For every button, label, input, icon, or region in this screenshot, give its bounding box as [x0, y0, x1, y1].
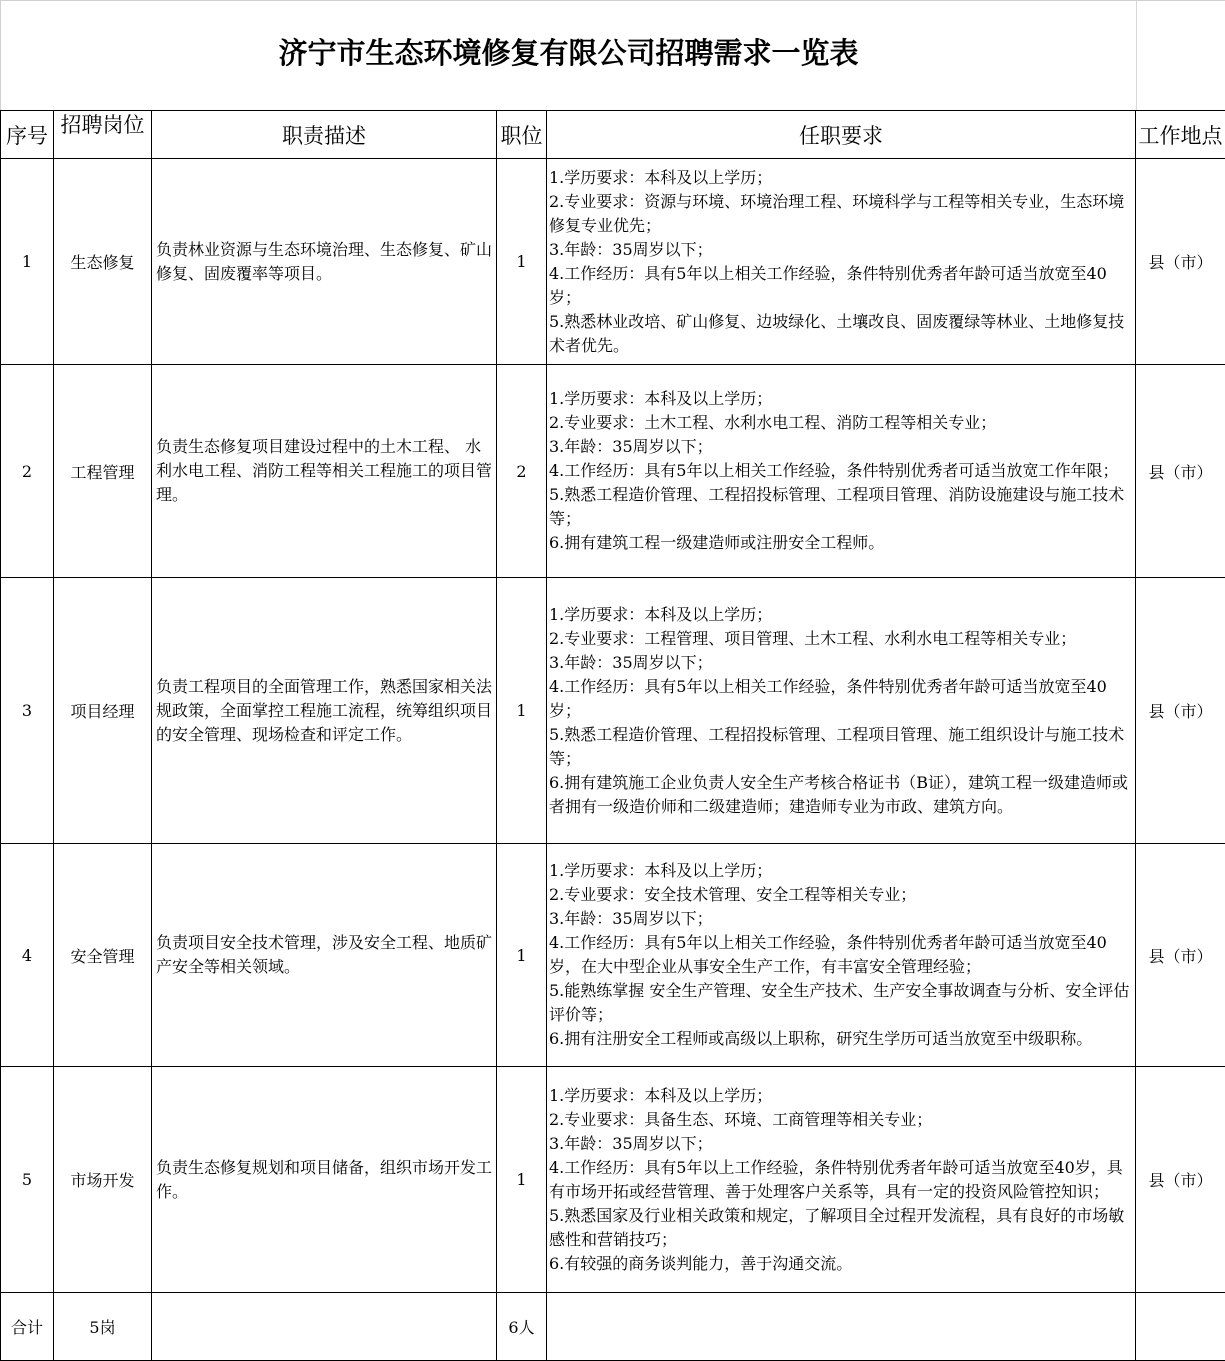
requirement-item: 1.学历要求：本科及以上学历；: [549, 166, 1133, 190]
requirement-item: 5.熟悉工程造价管理、工程招投标管理、工程项目管理、施工组织设计与施工技术等；: [549, 723, 1133, 771]
requirement-item: 3.年龄：35周岁以下；: [549, 435, 1133, 459]
summary-empty-requirements: [547, 1293, 1136, 1361]
row-duties: 负责工程项目的全面管理工作，熟悉国家相关法规政策，全面掌控工程施工流程，统筹组织项目的安全管理、现场检查和评定工作。: [152, 578, 497, 844]
row-count: 2: [497, 365, 547, 578]
table-row: [1, 365, 1225, 578]
row-count: 1: [497, 159, 547, 365]
row-requirements: [547, 159, 1136, 365]
recruitment-table: [0, 110, 1225, 1361]
summary-empty-location: [1136, 1293, 1225, 1361]
requirement-item: 4.工作经历：具有5年以上相关工作经验，条件特别优秀者可适当放宽工作年限；: [549, 459, 1133, 483]
requirement-item: 5.熟悉林业改培、矿山修复、边坡绿化、土壤改良、固废覆绿等林业、土地修复技术者优先。: [549, 310, 1133, 358]
summary-people: 6人: [497, 1293, 547, 1361]
header-row: [1, 111, 1225, 159]
requirement-item: 6.拥有注册安全工程师或高级以上职称，研究生学历可适当放宽至中级职称。: [549, 1027, 1133, 1051]
requirement-item: 1.学历要求：本科及以上学历；: [549, 859, 1133, 883]
row-duties: 负责生态修复规划和项目储备，组织市场开发工作。: [152, 1067, 497, 1293]
requirement-item: 2.专业要求：工程管理、项目管理、土木工程、水利水电工程等相关专业；: [549, 627, 1133, 651]
row-requirements: [547, 365, 1136, 578]
summary-row: [1, 1293, 1225, 1361]
requirement-item: 6.拥有建筑工程一级建造师或注册安全工程师。: [549, 531, 1133, 555]
requirement-item: 6.拥有建筑施工企业负责人安全生产考核合格证书（B证），建筑工程一级建造师或者拥有一级造价师和二级建造师；建造师专业为市政、建筑方向。: [549, 771, 1133, 819]
row-requirements: [547, 844, 1136, 1067]
row-position: 项目经理: [54, 578, 152, 844]
requirement-item: 3.年龄：35周岁以下；: [549, 1132, 1133, 1156]
header-seq: 序号: [1, 111, 54, 159]
header-requirements: 任职要求: [547, 111, 1136, 159]
row-location: 县（市）: [1136, 578, 1225, 844]
row-position: 生态修复: [54, 159, 152, 365]
row-position: 安全管理: [54, 844, 152, 1067]
header-position: [54, 111, 152, 159]
requirement-item: 3.年龄：35周岁以下；: [549, 907, 1133, 931]
row-position: 市场开发: [54, 1067, 152, 1293]
row-duties: 负责项目安全技术管理，涉及安全工程、地质矿产安全等相关领域。: [152, 844, 497, 1067]
row-requirements: [547, 578, 1136, 844]
requirement-item: 1.学历要求：本科及以上学历；: [549, 387, 1133, 411]
requirement-item: 3.年龄：35周岁以下；: [549, 238, 1133, 262]
summary-label: 合计: [1, 1293, 54, 1361]
row-location: 县（市）: [1136, 844, 1225, 1067]
row-position: 工程管理: [54, 365, 152, 578]
header-duties: 职责描述: [152, 111, 497, 159]
row-seq: 2: [1, 365, 54, 578]
row-seq: 4: [1, 844, 54, 1067]
title-row: [0, 0, 1225, 110]
requirement-item: 4.工作经历：具有5年以上相关工作经验，条件特别优秀者年龄可适当放宽至40岁；: [549, 262, 1133, 310]
summary-positions: 5岗: [54, 1293, 152, 1361]
requirement-item: 1.学历要求：本科及以上学历；: [549, 603, 1133, 627]
row-count: 1: [497, 578, 547, 844]
requirement-item: 2.专业要求：安全技术管理、安全工程等相关专业；: [549, 883, 1133, 907]
row-duties: 负责生态修复项目建设过程中的土木工程、 水利水电工程、消防工程等相关工程施工的项目管理。: [152, 365, 497, 578]
requirement-item: 3.年龄：35周岁以下；: [549, 651, 1133, 675]
table-row: [1, 844, 1225, 1067]
summary-empty-duties: [152, 1293, 497, 1361]
requirement-item: 5.能熟练掌握 安全生产管理、安全生产技术、生产安全事故调查与分析、安全评估评价等；: [549, 979, 1133, 1027]
row-location: 县（市）: [1136, 365, 1225, 578]
table-row: [1, 578, 1225, 844]
requirement-item: 2.专业要求：土木工程、水利水电工程、消防工程等相关专业；: [549, 411, 1133, 435]
row-seq: 1: [1, 159, 54, 365]
row-seq: 5: [1, 1067, 54, 1293]
table-row: [1, 1067, 1225, 1293]
row-requirements: [547, 1067, 1136, 1293]
requirement-item: 2.专业要求：资源与环境、环境治理工程、环境科学与工程等相关专业，生态环境修复专业优先；: [549, 190, 1133, 238]
page-title: 济宁市生态环境修复有限公司招聘需求一览表: [1, 31, 1136, 72]
row-count: 1: [497, 1067, 547, 1293]
requirement-item: 6.有较强的商务谈判能力，善于沟通交流。: [549, 1252, 1133, 1276]
row-count: 1: [497, 844, 547, 1067]
header-count: 职位: [497, 111, 547, 159]
requirement-item: 4.工作经历：具有5年以上相关工作经验，条件特别优秀者年龄可适当放宽至40岁，在大中型企业从事安全生产工作，有丰富安全管理经验；: [549, 931, 1133, 979]
header-position-label: 招聘岗位: [54, 112, 151, 158]
row-location: 县（市）: [1136, 1067, 1225, 1293]
requirement-item: 5.熟悉国家及行业相关政策和规定，了解项目全过程开发流程，具有良好的市场敏感性和营销技巧；: [549, 1204, 1133, 1252]
row-location: 县（市）: [1136, 159, 1225, 365]
header-location: 工作地点: [1136, 111, 1225, 159]
requirement-item: 4.工作经历：具有5年以上相关工作经验，条件特别优秀者年龄可适当放宽至40岁；: [549, 675, 1133, 723]
sheet-gridline: [1136, 1, 1137, 111]
requirement-item: 5.熟悉工程造价管理、工程招投标管理、工程项目管理、消防设施建设与施工技术等；: [549, 483, 1133, 531]
requirement-item: 2.专业要求：具备生态、环境、工商管理等相关专业；: [549, 1108, 1133, 1132]
row-seq: 3: [1, 578, 54, 844]
requirement-item: 1.学历要求：本科及以上学历；: [549, 1084, 1133, 1108]
requirement-item: 4.工作经历：具有5年以上工作经验，条件特别优秀者年龄可适当放宽至40岁，具有市场开拓或经营管理、善于处理客户关系等，具有一定的投资风险管控知识；: [549, 1156, 1133, 1204]
row-duties: 负责林业资源与生态环境治理、生态修复、矿山修复、固废覆率等项目。: [152, 159, 497, 365]
table-row: [1, 159, 1225, 365]
